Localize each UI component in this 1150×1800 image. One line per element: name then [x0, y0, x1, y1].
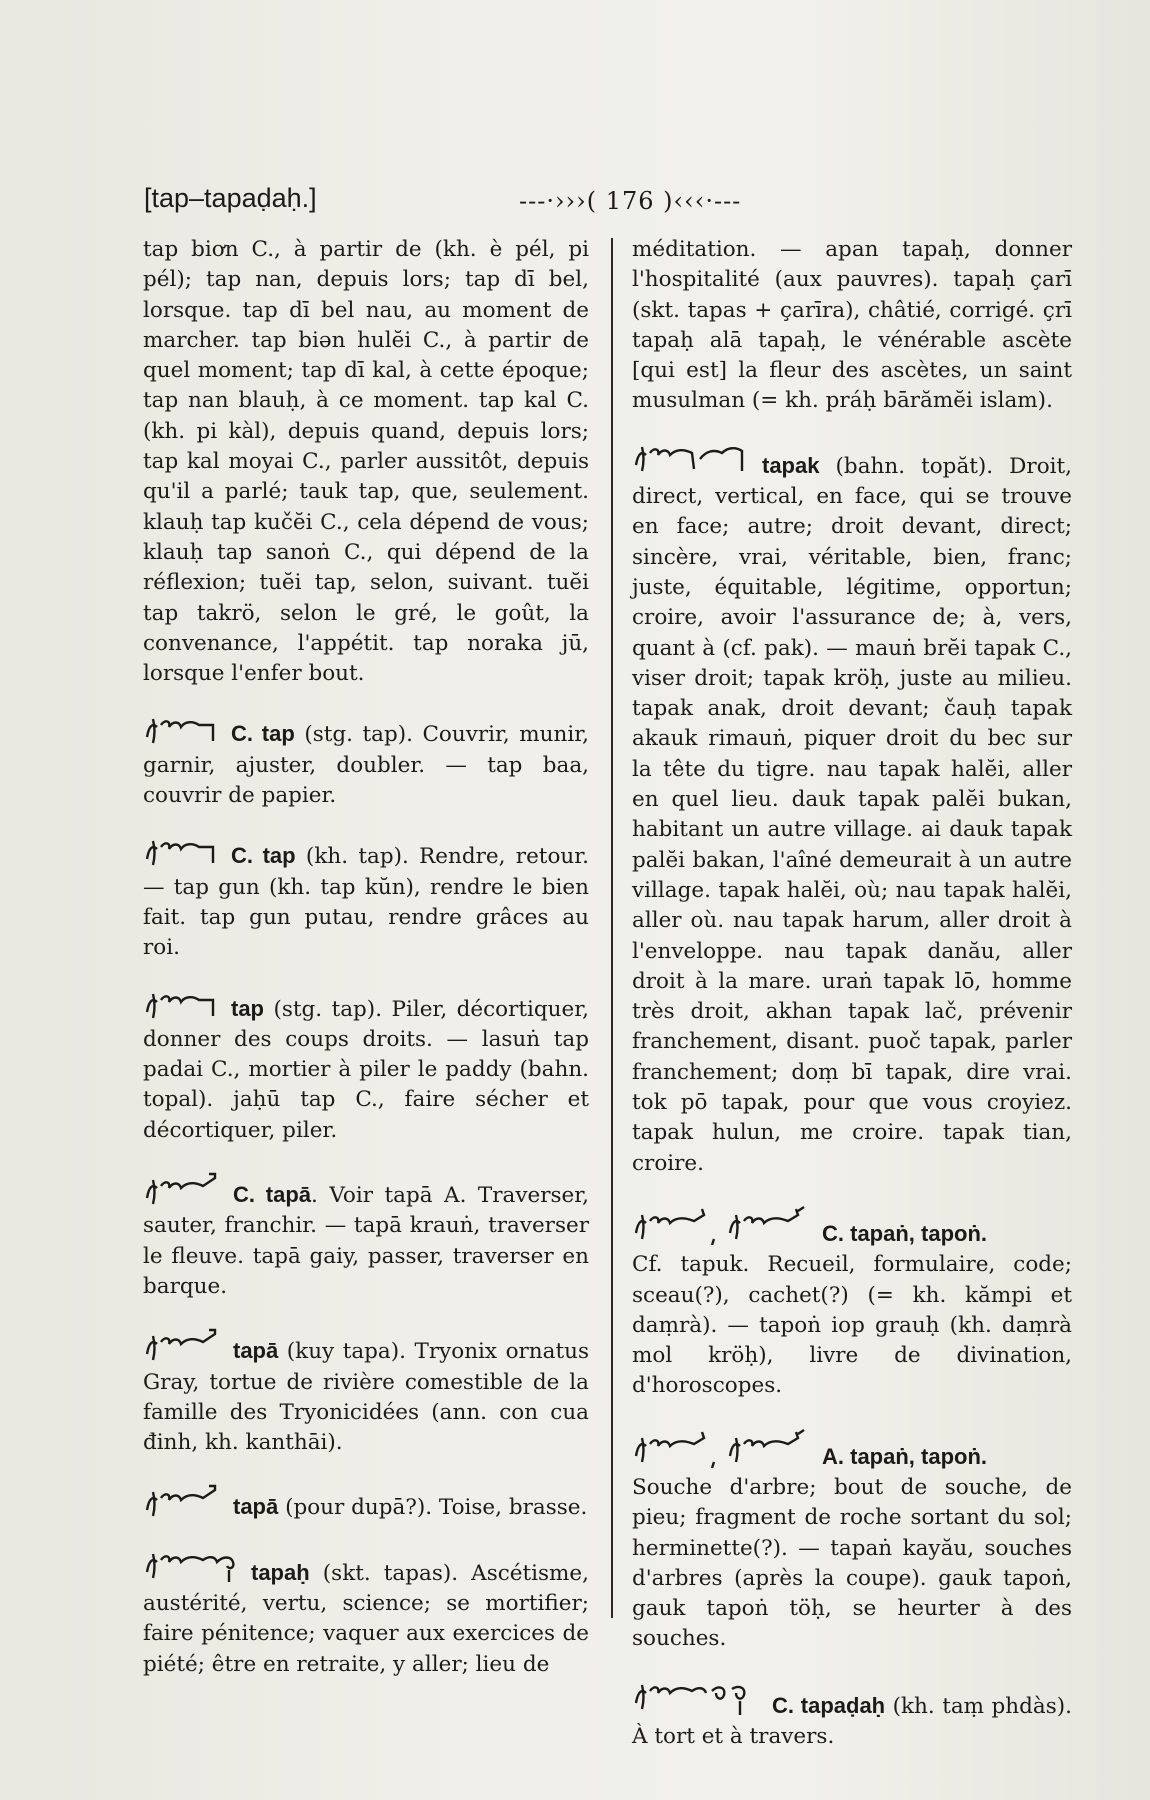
entry-tap-cover [143, 715, 589, 811]
entry-tapah [143, 1550, 589, 1680]
headword: A. tapaṅ, tapoṅ. [822, 1443, 987, 1469]
entry-continuation: tap biơn C., à partir de (kh. è pél, pi pél); tap nan, depuis lors; tap dī bel, lorsque. tap dī bel nau, au moment de marcher. tap biən hulĕi C., à partir de quel moment; tap dī kal, à cette époque; tap nan blauḥ, à ce moment. tap kal C. (kh. pi kàl), depuis quand, depuis lors; tap kal moyai C., parler aussitôt, depuis qu'il a parlé; tauk tap, que, seulement. klauḥ tap kučĕi C., cela dépend de vous; klauḥ tap sanoṅ C., qui dépend de la réflexion; tuĕi tap, selon, suivant. tuĕi tap takrö, selon le gré, le goût, la convenance, l'appétit. tap noraka jū, lorsque l'enfer bout. [143, 237, 589, 687]
entry-body: Cf. tapuk. Recueil, formulaire, code; sceau(?), cachet(?) (= kh. kămpi et daṃrà). — tapoṅ iop grauḥ (kh. daṃrà mol kröḥ), livre de divination, d'horoscopes. [632, 1252, 1072, 1399]
entry-body: (stg. tap). Piler, décortiquer, donner des coups droits. — lasuṅ tap padai C., mortier à piler le paddy (bahn. topal). jaḥū tap C., faire sécher et décortiquer, piler. [143, 996, 589, 1143]
page-number: ---·›››( 176 )‹‹‹·--- [519, 187, 742, 215]
cham-script-glyph [143, 990, 221, 1020]
running-head: [tap–tapaḍaḥ.] [144, 183, 317, 213]
cham-script-glyph [143, 715, 221, 745]
headword: tapak [762, 452, 820, 478]
entry-tapadah [632, 1681, 1072, 1753]
headword: tapā [233, 1494, 279, 1520]
entry-tapan-c [632, 1205, 1072, 1402]
entry-body: (kh. taṃ phdàs). À tort et à travers. [632, 1693, 1072, 1750]
entry-continuation: méditation. — apan tapaḥ, donner l'hospitalité (aux pauvres). tapaḥ çarī (skt. tapas + çarīra), châtié, corrigé. çrī tapaḥ alā tapaḥ, le vénérable ascète [qui est] la fleur des ascètes, un saint musulman (= kh. práḥ bārămĕi islam). [632, 237, 1072, 414]
entry-body: (kh. tap). Rendre, retour. — tap gun (kh. tap kŭn), rendre le bien fait. tap gun putau, rendre grâces au roi. [143, 844, 589, 961]
entry-tapa-cross [143, 1172, 589, 1302]
entry-body: (pour dupā?). Toise, brasse. [278, 1495, 588, 1521]
headword: C. tapaṅ, tapoṅ. [822, 1220, 987, 1246]
left-column [143, 235, 589, 1680]
right-column [632, 235, 1072, 1752]
headword: C. tapā [233, 1182, 312, 1208]
entry-tapa-turtle [143, 1328, 589, 1458]
entry-body: (stg. tap). Couvrir, munir, garnir, ajuster, doubler. — tap baa, couvrir de papier. [143, 722, 589, 809]
headword: C. tap [231, 843, 296, 869]
cham-script-glyph [632, 1428, 812, 1468]
cham-script-glyph [143, 1550, 241, 1584]
cham-script-glyph [632, 443, 752, 477]
cham-script-glyph [143, 837, 221, 867]
headword: tapaḥ [251, 1559, 310, 1585]
cham-script-glyph [143, 1484, 223, 1518]
entry-tap-pound [143, 990, 589, 1146]
headword: C. tapaḍaḥ [772, 1692, 886, 1718]
entry-body: Souche d'arbre; bout de souche, de pieu; fragment de roche sortant du sol; herminette(?). — tapaṅ kayău, souches d'arbres (après la coupe). gauk tapoṅ, gauk tapoṅ töḥ, se heurter à des souches. [632, 1474, 1072, 1652]
entry-tap-return [143, 837, 589, 963]
headword: tapā [233, 1338, 279, 1364]
headword: C. tap [231, 721, 295, 747]
entry-body: . Voir tapā A. Traverser, sauter, franchir. — tapā krauṅ, traverser le fleuve. tapā gaiy, passer, traverser en barque. [143, 1183, 589, 1299]
cham-script-glyph [143, 1172, 223, 1206]
page-header [144, 183, 1074, 223]
headword: tap [231, 995, 264, 1021]
cham-script-glyph [632, 1205, 812, 1245]
entry-tapa-fathom [143, 1484, 589, 1523]
cham-script-glyph [632, 1681, 762, 1717]
entry-tapan-a [632, 1428, 1072, 1655]
cham-script-glyph [143, 1328, 223, 1362]
entry-body: (kuy tapa). Tryonix ornatus Gray, tortue de rivière comestible de la famille des Tryonicidées (ann. con cua đinh, kh. kanthāi). [143, 1339, 589, 1456]
entry-tapak [632, 443, 1072, 1179]
entry-body: (bahn. topăt). Droit, direct, vertical, en face, qui se trouve en face; autre; droit devant, direct; sincère, vrai, véritable, bien, franc; juste, équitable, légitime, opportun; croire, avoir l'assurance de; à, vers, quant à (cf. pak). — mauṅ brĕi tapak C., viser droit; tapak kröḥ, juste au milieu. tapak anak, droit devant; čauḥ tapak akauk rimauṅ, piquer droit du bec sur la tête du tigre. nau tapak halĕi, aller en quel lieu. dauk tapak palĕi bukan, habitant un autre village. ai dauk tapak palĕi bakan, l'aîné demeurait à un autre village. tapak halĕi, où; nau tapak halĕi, aller où. nau tapak harum, aller droit à l'enveloppe. nau tapak danău, aller droit à la mare. uraṅ tapak lō, homme très droit, akhan tapak lač, prévenir franchement, disant. puoč tapak, parler franchement; doṃ bī tapak, dire vrai. tok pō tapak, pour que vous croyiez. tapak hulun, me croire. tapak tian, croire. [632, 453, 1072, 1176]
entry-body: (skt. tapas). Ascétisme, austérité, vertu, science; se mortifier; faire pénitence; vaquer aux exercices de piété; être en retraite, y aller; lieu de [143, 1560, 589, 1677]
column-divider [611, 238, 613, 1618]
